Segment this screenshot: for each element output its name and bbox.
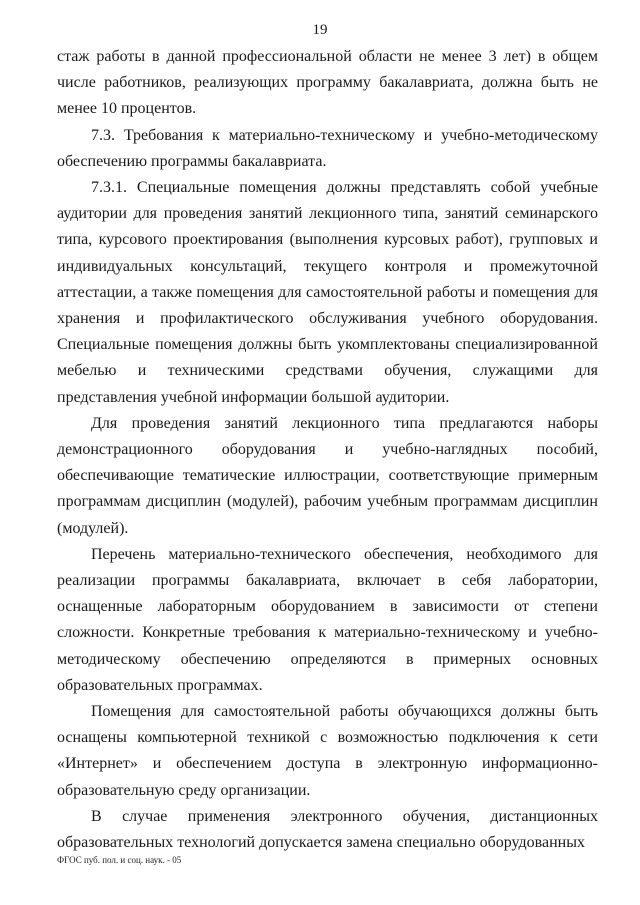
paragraph-self-study-rooms: Помещения для самостоятельной работы обучающихся должны быть оснащены компьютерной техникой с возможностью подключения к сети «Интернет» и обеспечением доступа в электронную информационно-образовательную среду организации. [57,703,598,799]
page-number: 19 [312,22,328,38]
paragraph-e-learning: В случае применения электронного обучения, дистанционных образовательных технологий допускается замена специально оборудованных [57,807,598,852]
footer-code: ФГОС пуб. пол. и соц. наук. - 05 [57,855,182,865]
paragraph-section-7-3-1: 7.3.1. Специальные помещения должны представлять собой учебные аудитории для проведения занятий лекционного типа, занятий семинарского типа, курсового проектирования (выполнения курсовых работ), групповых и индивидуальных консультаций, текущего контроля и промежуточной аттестации, а также помещения для самостоятельной работы и помещения для хранения и профилактического обслуживания учебного оборудования. Специальные помещения должны быть укомплектованы специализированной мебелью и техническими средствами обучения, служащими для представления учебной информации большой аудитории. [57,179,598,406]
document-body [57,44,598,856]
paragraph-continuation: стаж работы в данной профессиональной области не менее 3 лет) в общем числе работников, реализующих программу бакалавриата, должна быть не менее 10 процентов. [57,48,598,118]
paragraph-lecture-equipment: Для проведения занятий лекционного типа предлагаются наборы демонстрационного оборудования и учебно-наглядных пособий, обеспечивающие тематические иллюстрации, соответствующие примерным программам дисциплин (модулей), рабочим учебным программам дисциплин (модулей). [57,414,598,537]
paragraph-section-7-3-heading: 7.3. Требования к материально-техническому и учебно-методическому обеспечению программы бакалавриата. [57,126,598,170]
paragraph-material-list: Перечень материально-технического обеспечения, необходимого для реализации программы бакалавриата, включает в себя лаборатории, оснащенные лабораторным оборудованием в зависимости от степени сложности. Конкретные требования к материально-техническому и учебно-методическому обеспечению определяются в примерных основных образовательных программах. [57,545,598,694]
